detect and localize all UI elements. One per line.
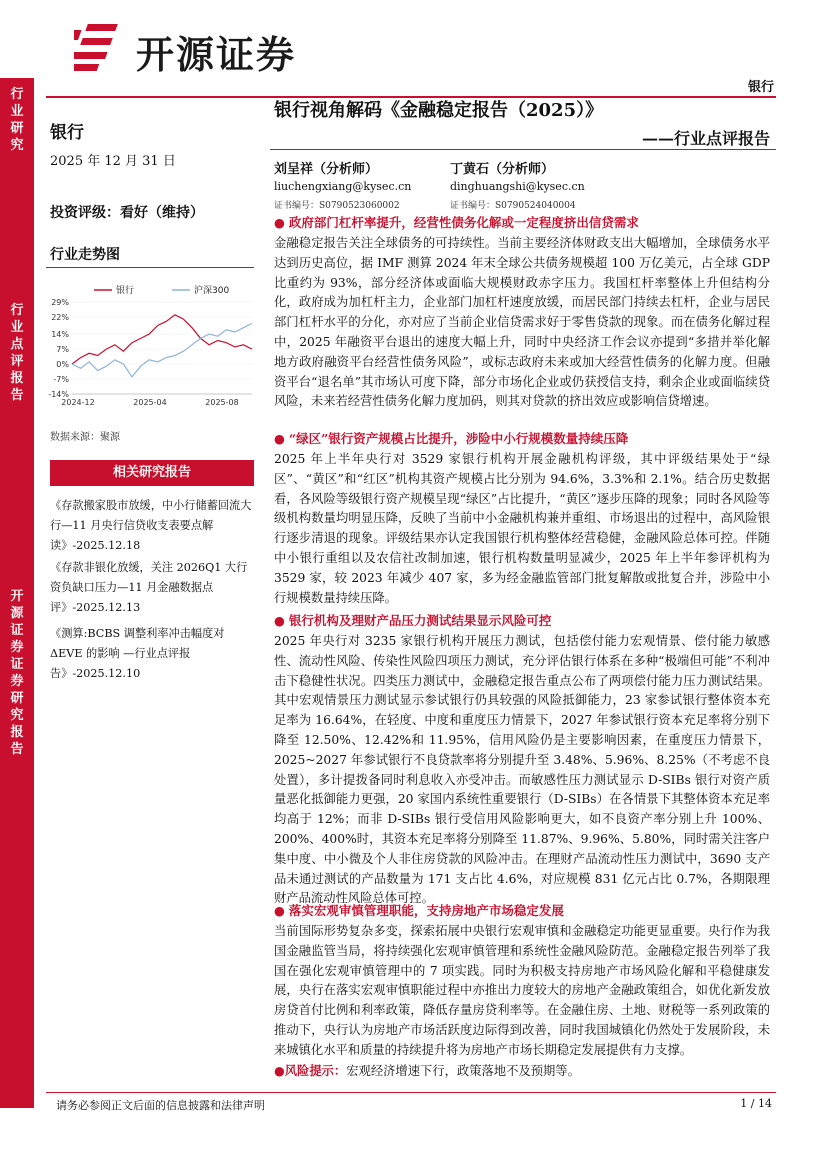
- logo-mark-icon: [74, 18, 134, 78]
- report-title: 银行视角解码《金融稳定报告（2025）》: [274, 100, 604, 121]
- bullet-icon: ●: [274, 613, 285, 628]
- company-logo: [74, 18, 334, 78]
- section-heading: [274, 428, 770, 450]
- section-2: [274, 428, 770, 608]
- analyst-email-2[interactable]: dinghuangshi@kysec.cn: [450, 180, 585, 193]
- section-3: [274, 610, 770, 909]
- section-body: 当前国际形势复杂多变，探索拓展中央银行宏观审慎和金融稳定功能更显重要。央行作为我国金融监管当局，将持续强化宏观审慎管理和系统性金融风险防范。金融稳定报告列举了我国在强化宏观审慎管理中的 7 项实践。同时为积极支持房地产市场风险化解和平稳健康发展，央行在落实宏观审慎职能过程中亦推出力度较大的房地产金融政策组合，如优化新发放房贷首付比例和利率政策，降低存量房贷利率等。在金融住房、土地、财税等一系列政策的推动下，央行认为房地产市场活跃度边际得到改善，同时我国城镇化仍然处于发展阶段，未来城镇化水平和质量的持续提升将为房地产市场长期稳定发展提供有力支撑。: [274, 924, 770, 1057]
- section-heading-text: “绿区”银行资产规模占比提升，涉险中小行规模数量持续压降: [288, 431, 629, 446]
- related-report-2[interactable]: 《存款非银化放缓，关注 2026Q1 大行资负缺口压力—11 月金融数据点评》-2025.12.13: [50, 561, 248, 614]
- header-industry: 银行: [747, 80, 774, 95]
- related-report-3[interactable]: 《测算:BCBS 调整利率冲击幅度对ΔEVE 的影响 —行业点评报告》-2025.12.10: [50, 627, 225, 680]
- risk-warning: [274, 1061, 770, 1081]
- related-report-1[interactable]: 《存款搬家股市放缓，中小行储蓄回流大行—11 月央行信贷收支表要点解读》-2025.12.18: [50, 499, 252, 552]
- page-number: 1 / 14: [740, 1097, 772, 1110]
- legend-label-1: 银行: [116, 286, 135, 296]
- section-body: 2025 年上半年央行对 3529 家银行机构开展金融机构评级，其中评级结果处于“绿区”、“黄区”和“红区”机构其资产规模占比分别为 94.6%，3.3%和 2.1%。结合历史数据看，各风险等级银行资产规模呈现“绿区”占比提升，“黄区”逐步压降的现象；同时各风险等级机构数量均明显压降，反映了当前中小金融机构兼并重组、市场退出的过程中，高风险银行逐步清退的现象。评级结果亦认定我国银行机构整体经营稳健，金融风险总体可控。伴随中小银行重组以及农信社改制加速，银行机构数量明显减少，2025 年上半年参评机构为 3529 家，较 2023 年减少 407 家，多为经金融监管部门批复解散或批复合并，涉险中小行规模数量持续压降。: [274, 452, 770, 605]
- y-tick-label: 14%: [51, 330, 69, 340]
- risk-label: 风险提示：: [284, 1062, 347, 1078]
- series-line-2: [72, 323, 252, 377]
- analyst-cert-2: 证书编号：S0790524040004: [450, 201, 576, 211]
- bullet-icon: ●: [274, 215, 285, 230]
- trend-chart: [44, 282, 258, 414]
- y-tick-label: 22%: [51, 312, 69, 322]
- footer-disclaimer: 请务必参阅正文后面的信息披露和法律声明: [56, 1099, 265, 1112]
- report-subtitle: ——行业点评报告: [641, 129, 770, 148]
- bullet-icon: ●: [274, 431, 285, 446]
- risk-text: 宏观经济增速下行，政策落地不及预期等。: [346, 1063, 580, 1078]
- report-date: 2025 年 12 月 31 日: [50, 154, 176, 169]
- x-tick-label: 2025-08: [205, 398, 239, 407]
- section-1: [274, 212, 770, 412]
- y-tick-label: -7%: [53, 375, 69, 385]
- analyst-cert-1: 证书编号：S0790523060002: [274, 201, 400, 211]
- chart-source: 数据来源：聚源: [50, 432, 120, 443]
- industry-label: 银行: [50, 123, 84, 143]
- x-tick-label: 2024-12: [61, 398, 95, 407]
- band-label-research: 行业研究: [10, 87, 24, 153]
- bullet-icon: ●: [274, 1063, 285, 1078]
- series-line-1: [72, 315, 252, 364]
- section-body: 2025 年央行对 3235 家银行机构开展压力测试，包括偿付能力宏观情景、偿付能力敏感性、流动性风险、传染性风险四项压力测试，充分评估银行体系在多种“极端但可能”不利冲击下稳健性状况。四类压力测试中，金融稳定报告重点公布了两项偿付能力压力测试结果。其中宏观情景压力测试显示参试银行仍具较强的风险抵御能力，23 家参试银行整体资本充足率为 16.64%，在轻度、中度和重度压力情景下，2027 年参试银行资本充足率将分别下降至 12.50%、12.42%和 11.95%，信用风险仍是主要影响因素，在重度压力情景下，2025~2027 年参试银行不良贷款率将分别提升至 3.48%、5.96%、8.25%（不考虑不良处置），多计提拨备同时利息收入亦受冲击。而敏感性压力测试显示 D-SIBs 银行对资产质量恶化抵御能力更强，20 家国内系统性重要银行（D-SIBs）在各情景下其整体资本充足率均高于 12%；而非 D-SIBs 银行受信用风险影响更大，如不良资产率分别上升 100%、200%、400%时，其资本充足率将分别降至 11.87%、9.96%、5.80%，同时需关注客户集中度、中小微及个人非住房贷款的风险冲击。在理财产品流动性压力测试中，3690 支产品未通过测试的产品数量为 171 支占比 4.6%，对应规模 831 亿元占比 0.7%，各期限理财产品流动性风险总体可控。: [274, 634, 770, 906]
- analyst-name-1: 刘呈祥（分析师）: [274, 162, 379, 177]
- footer-divider: [46, 1092, 776, 1093]
- x-tick-label: 2025-04: [133, 398, 167, 407]
- band-label-report-type: 行业点评报告: [10, 303, 24, 403]
- band-label-company: 开源证券 证券研究报告: [10, 589, 24, 757]
- left-band: [0, 78, 34, 1108]
- analyst-name-2: 丁黄石（分析师）: [450, 162, 555, 177]
- section-heading: [274, 212, 770, 234]
- section-heading-text: 银行机构及理财产品压力测试结果显示风险可控: [288, 613, 552, 628]
- logo-text: 开源证券: [136, 33, 297, 77]
- legend-label-2: 沪深300: [194, 286, 230, 296]
- title-divider: [270, 149, 776, 150]
- y-tick-label: 0%: [56, 360, 69, 370]
- section-body: 金融稳定报告关注全球债务的可持续性。当前主要经济体财政支出大幅增加，全球债务水平达到历史高位，据 IMF 测算 2024 年末全球公共债务规模超 100 万亿美元，占全球 GDP 比重约为 93%，部分经济体或面临大规模财政赤字压力。我国杠杆率整体上升但结构分化，政府成为加杠杆主力，企业部门加杠杆速度放缓，而居民部门持续去杠杆，企业与居民部门杠杆水平的分化，亦对应了当前企业信贷需求好于零售贷款的现象。而在债务化解过程中，2025 年融资平台退出的速度大幅上升，同时中央经济工作会议亦提到“多措并举化解地方政府融资平台经营性债务风险”，或标志政府未来或加大经营性债务的化解力度。但融资平台“退名单”其市场认可度下降，部分市场化企业或仍获授信支持，剩余企业或面临续贷风险，未来若经营性债务化解力度加码，则其对贷款的挤出效应或影响信贷增速。: [274, 236, 770, 409]
- section-heading: [274, 900, 770, 922]
- analyst-email-1[interactable]: liuchengxiang@kysec.cn: [274, 180, 412, 193]
- trend-divider: [46, 267, 254, 268]
- trend-title: 行业走势图: [50, 247, 120, 263]
- section-4: [274, 900, 770, 1081]
- y-tick-label: 29%: [51, 298, 69, 307]
- related-research-title: 相关研究报告: [50, 460, 254, 486]
- y-tick-label: -14%: [48, 390, 69, 399]
- bullet-icon: ●: [274, 903, 285, 918]
- section-heading-text: 落实宏观审慎管理职能，支持房地产市场稳定发展: [288, 903, 564, 918]
- investment-rating: 投资评级：看好（维持）: [50, 205, 204, 221]
- section-heading-text: 政府部门杠杆率提升，经营性债务化解或一定程度挤出信贷需求: [288, 215, 639, 230]
- section-heading: [274, 610, 770, 632]
- y-tick-label: 7%: [56, 345, 69, 355]
